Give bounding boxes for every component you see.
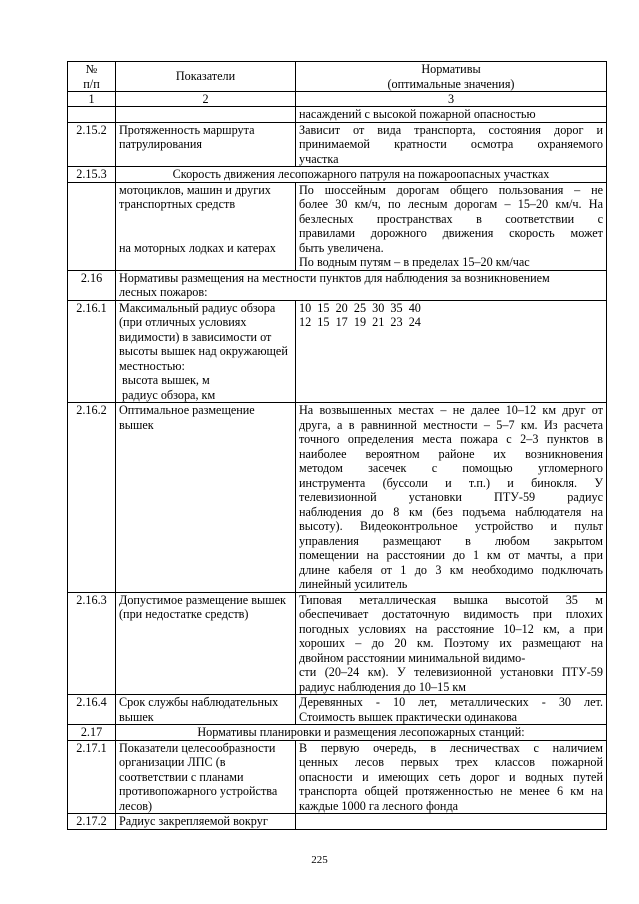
- norms-table: [67, 61, 607, 830]
- cell-text: Типовая металлическая вышка высотой 35 м обеспечивает достаточную видимость при плохих погодных условиях на расстояние 10–12 км, а при хороших – до 20 км. Поэтому их размещают на двойном расстоянии минимальной видимо- сти (20–24 км). У телевизионной установки ПТУ-59 радиус наблюдения до 10–15 км: [296, 592, 607, 695]
- tower-heights: 10 15 20 25 30 35 40: [299, 300, 421, 315]
- header-indicators: Показатели: [116, 62, 296, 92]
- row-number: 2.16.3: [68, 592, 116, 695]
- row-number: 2.17.1: [68, 740, 116, 814]
- page-number: 225: [311, 854, 328, 866]
- cell-text: Оптимальное размещение вышек: [116, 403, 296, 593]
- row-number: 2.16.2: [68, 403, 116, 593]
- header-norms: Нормативы (оптимальные значения): [296, 62, 607, 92]
- cell-text: мотоциклов, машин и других транспортных средств на моторных лодках и катерах: [116, 182, 296, 270]
- column-number-row: [68, 92, 607, 107]
- table-header-row: [68, 62, 607, 92]
- row-number: 2.15.3: [68, 167, 116, 183]
- cell-text: Протяженность маршрута патрулирования: [116, 122, 296, 167]
- table-row: [68, 167, 607, 183]
- table-row: [68, 403, 607, 593]
- cell-text: Радиус закрепляемой вокруг: [116, 814, 296, 830]
- section-heading: Скорость движения лесопожарного патруля на пожароопасных участках: [116, 167, 607, 183]
- row-number: 2.17: [68, 725, 116, 741]
- table-row: [68, 740, 607, 814]
- cell-text: насаждений с высокой пожарной опасностью: [296, 107, 607, 123]
- table-row: [68, 270, 607, 300]
- column-number: 2: [116, 92, 296, 107]
- row-number: 2.16: [68, 270, 116, 300]
- cell-text: Допустимое размещение вышек (при недостатке средств): [116, 592, 296, 695]
- table-row: [68, 300, 607, 403]
- section-heading: Нормативы планировки и размещения лесопожарных станций:: [116, 725, 607, 741]
- cell-text: В первую очередь, в лесничествах с наличием ценных лесов первых трех классов пожарной опасности и имеющих сеть дорог и водных путей транспорта общей протяженностью не менее 6 км на каждые 1000 га лесного фонда: [296, 740, 607, 814]
- cell-text: На возвышенных местах – не далее 10–12 км друг от друга, а в равнинной местности – 5–7 км. Из расчета точного определения места пожара с 2–3 пунктов в наиболее вероятном районе их возникновения методом засечек с помощью угломерного инструмента (буссоли и т.п.) и бинокля. У телевизионной установки ПТУ-59 радиус наблюдения до 8 км (без подъема наблюдателя на высоту). Видеоконтрольное устройство и пульт управления размещают в любом закрытом помещении на расстоянии до 1 км от мачты, а при длине кабеля от 1 до 3 км необходимо подключать линейный усилитель: [296, 403, 607, 593]
- row-number: 2.16.1: [68, 300, 116, 403]
- cell-text: Деревянных - 10 лет, металлических - 30 лет. Стоимость вышек практически одинакова: [296, 695, 607, 725]
- column-number: 1: [68, 92, 116, 107]
- table-row: [68, 814, 607, 830]
- row-number: 2.15.2: [68, 122, 116, 167]
- view-radii: 12 15 17 19 21 23 24: [299, 315, 421, 329]
- table-row: [68, 122, 607, 167]
- row-number: 2.16.4: [68, 695, 116, 725]
- cell-text: Максимальный радиус обзора (при отличных условиях видимости) в зависимости от высоты вышек над окружающей местностью: высота вышек, м радиус обзора, км: [116, 300, 296, 403]
- cell-text: Срок службы наблюдательных вышек: [116, 695, 296, 725]
- table-row: [68, 725, 607, 741]
- column-number: 3: [296, 92, 607, 107]
- table-row: [68, 592, 607, 695]
- cell-text: [296, 300, 607, 403]
- row-number: 2.17.2: [68, 814, 116, 830]
- cell-text: Зависит от вида транспорта, состояния дорог и принимаемой кратности осмотра охраняемого участка: [296, 122, 607, 167]
- cell-text: По шоссейным дорогам общего пользования – не более 30 км/ч, по лесным дорогам – 15–20 км/ч. На безлесных пространствах в соответствии с правилами дорожного движения скорость может быть увеличена. По водным путям – в пределах 15–20 км/час: [296, 182, 607, 270]
- table-row: [68, 107, 607, 123]
- table-row: [68, 182, 607, 270]
- cell-text: Показатели целесообразности организации ЛПС (в соответствии с планами противопожарного устройства лесов): [116, 740, 296, 814]
- section-heading: Нормативы размещения на местности пунктов для наблюдения за возникновением лесных пожаров:: [116, 270, 607, 300]
- header-num: № п/п: [68, 62, 116, 92]
- table-row: [68, 695, 607, 725]
